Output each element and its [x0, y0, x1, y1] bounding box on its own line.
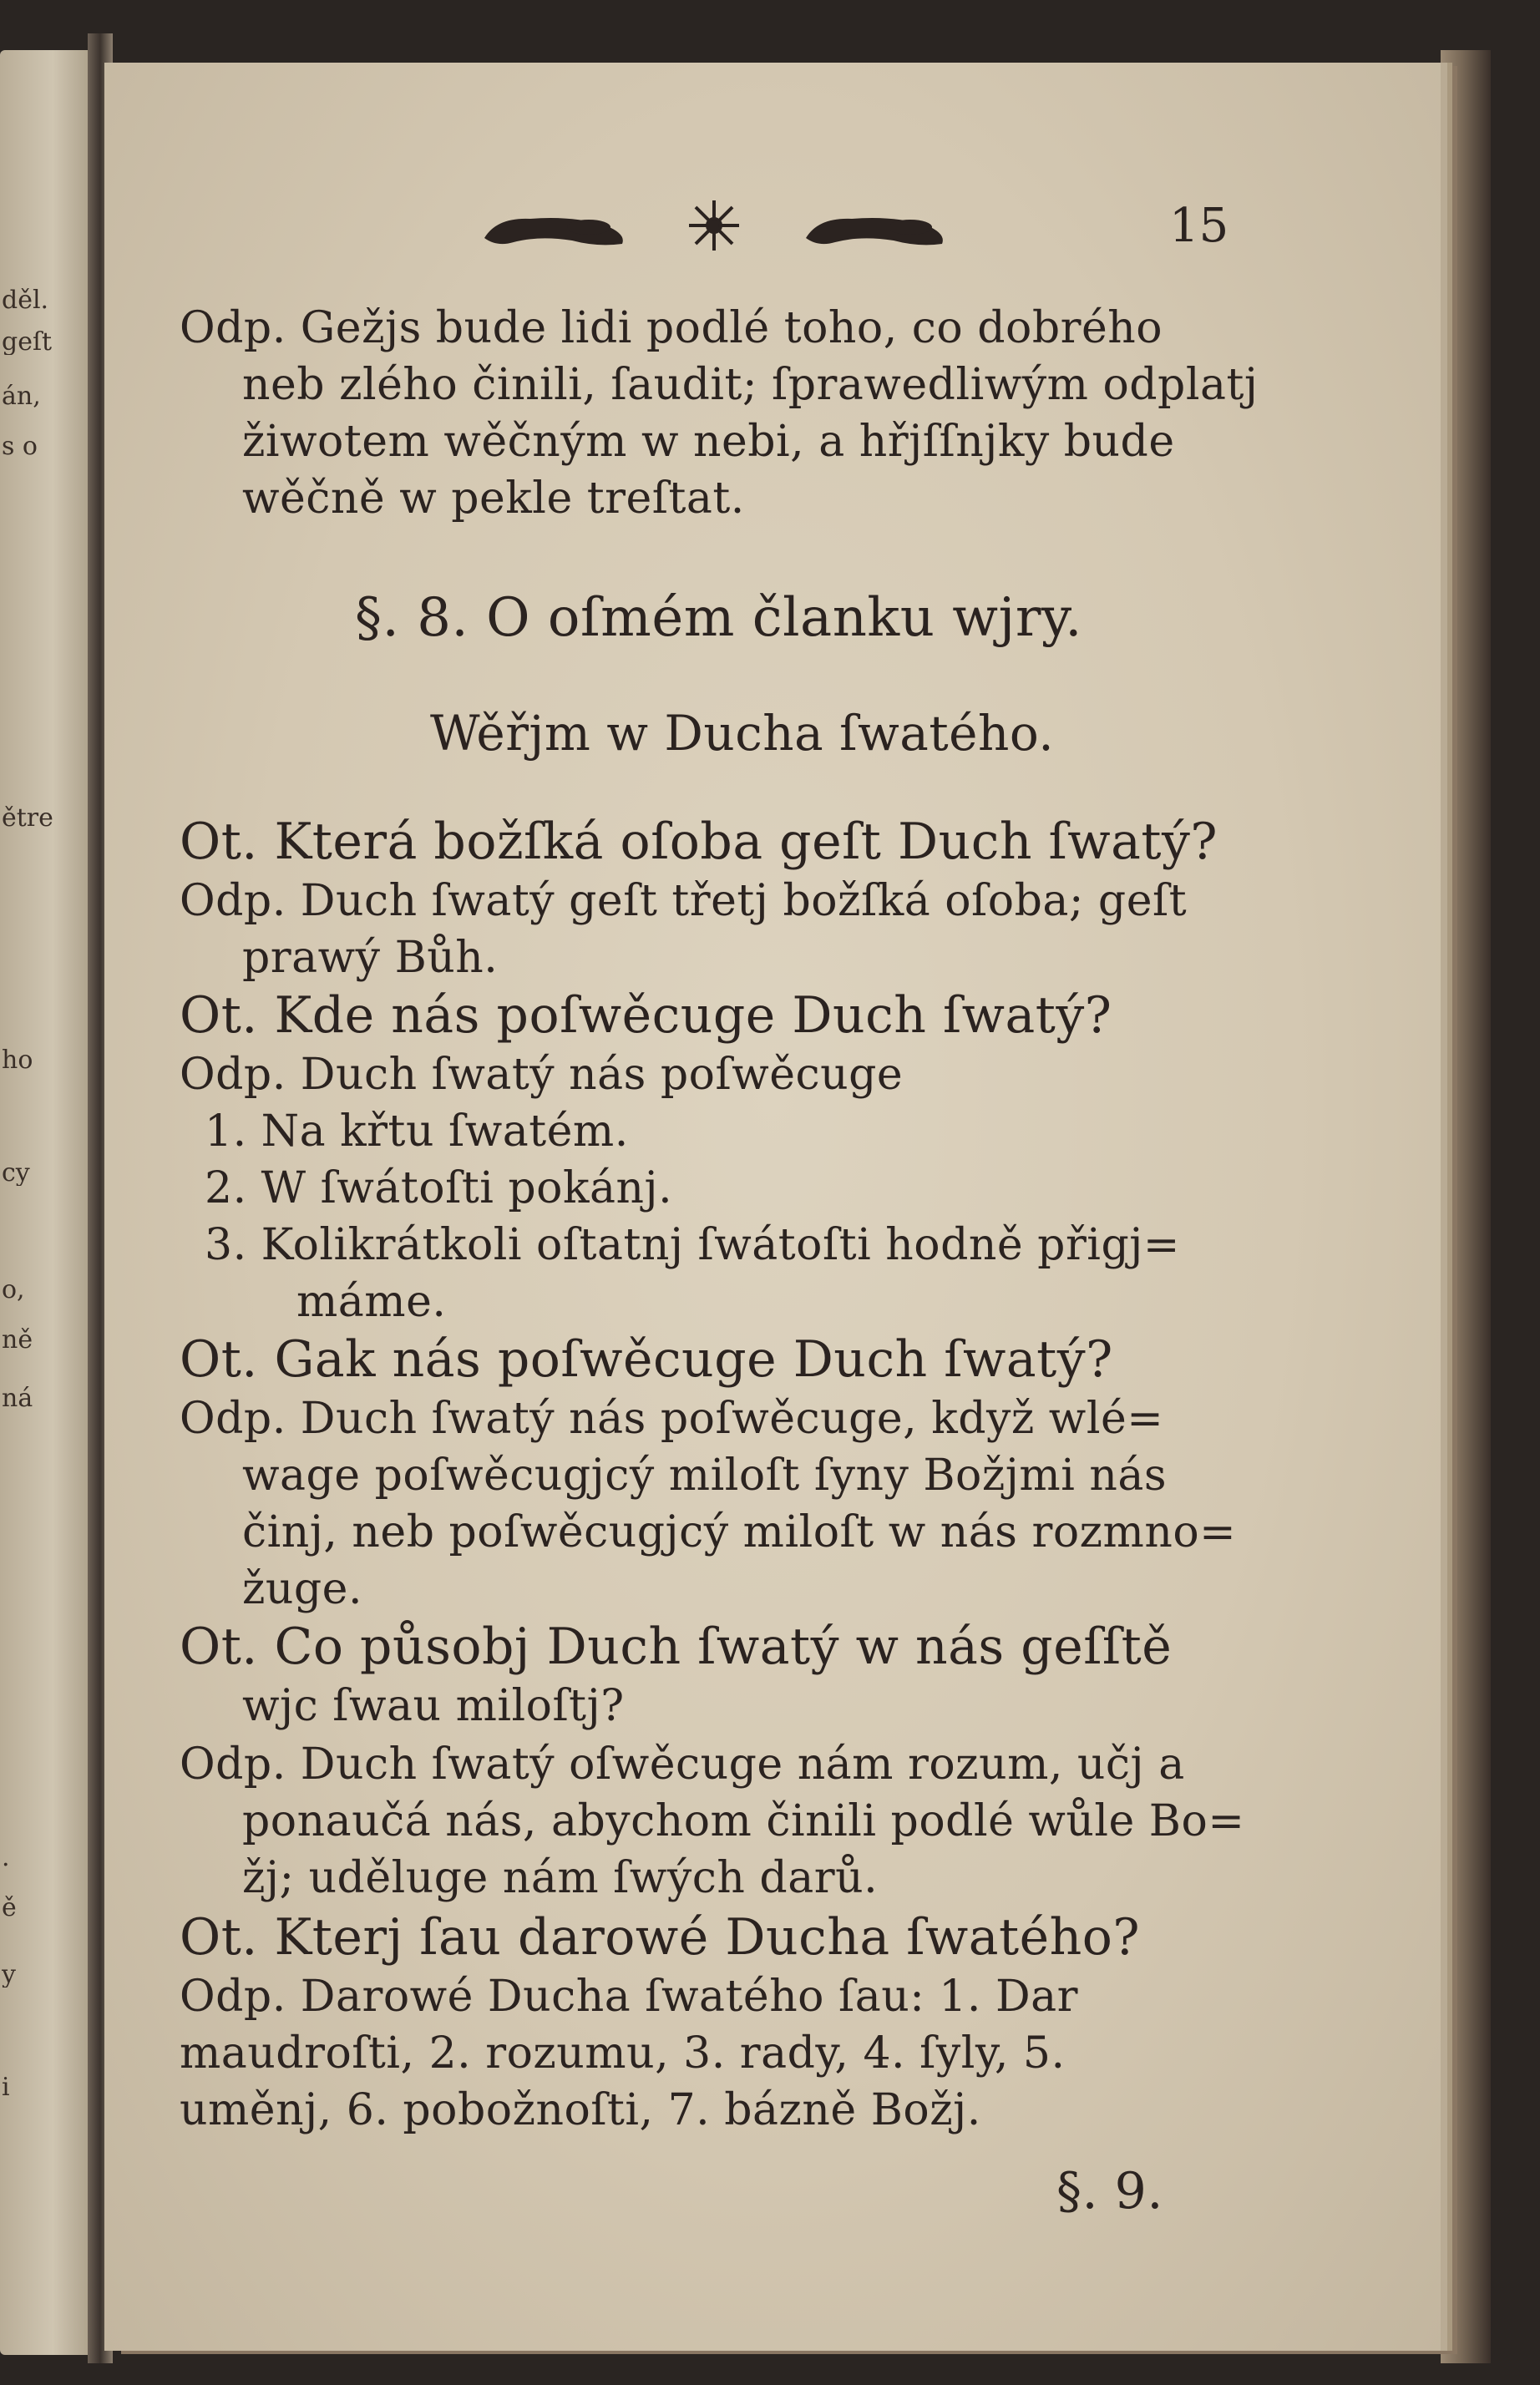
- question-line: Ot. Co působj Duch ſwatý w nás geſſtě: [180, 1618, 1173, 1676]
- prev-page-fragment: ho: [2, 1048, 33, 1073]
- text-line: wěčně w pekle treſtat.: [242, 473, 745, 524]
- right-flourish-icon: [806, 218, 943, 245]
- prev-page-fragment: .: [2, 1846, 10, 1871]
- question-line: Ot. Kterj ſau darowé Ducha ſwatého?: [180, 1908, 1141, 1967]
- page-fore-edge: [1441, 50, 1491, 2363]
- prev-page-fragment: s o: [2, 434, 38, 459]
- catchword: §. 9.: [1056, 2162, 1163, 2220]
- text-line: wage poſwěcugjcý miloſt ſyny Božjmi nás: [242, 1451, 1168, 1501]
- article-of-faith: Wěřjm w Ducha ſwatého.: [430, 705, 1055, 762]
- prev-page-fragment: geſt: [2, 330, 53, 355]
- answer-line: Odp. Duch ſwatý geſt třetj božſká oſoba; geſt: [180, 876, 1188, 926]
- answer-line: Odp. Duch ſwatý oſwěcuge nám rozum, učj a: [180, 1739, 1185, 1790]
- prev-page-fragment: ná: [2, 1386, 33, 1411]
- text-line: žj; uděluge nám ſwých darů.: [242, 1853, 879, 1903]
- text-line: wjc ſwau miloſtj?: [242, 1681, 625, 1731]
- prev-page-fragment: y: [2, 1962, 16, 1988]
- text-line: činj, neb poſwěcugjcý miloſt w nás rozmno=: [242, 1507, 1237, 1557]
- section-heading: §. 8. O oſmém članku wjry.: [355, 587, 1082, 649]
- answer-line: Odp. Duch ſwatý nás poſwěcuge, když wlé=: [180, 1394, 1164, 1444]
- answer-line: Odp. Darowé Ducha ſwatého ſau: 1. Dar: [180, 1972, 1078, 2022]
- previous-page-edge: [0, 50, 96, 2355]
- prev-page-fragment: ětre: [2, 806, 53, 831]
- list-item: 3. Kolikrátkoli oſtatnj ſwátoſti hodně přigj=: [205, 1220, 1180, 1270]
- question-line: Ot. Která božſká oſoba geſt Duch ſwatý?: [180, 813, 1218, 871]
- text-line: ponaučá nás, abychom činili podlé wůle Bo=: [242, 1796, 1245, 1846]
- prev-page-fragment: o,: [2, 1278, 25, 1303]
- answer-line: Odp. Duch ſwatý nás poſwěcuge: [180, 1050, 904, 1100]
- question-line: Ot. Gak nás poſwěcuge Duch ſwatý?: [180, 1330, 1113, 1389]
- list-item: 2. W ſwátoſti pokánj.: [205, 1163, 673, 1213]
- decorative-ornament: [480, 192, 948, 259]
- text-line: uměnj, 6. pobožnoſti, 7. bázně Božj.: [180, 2085, 981, 2135]
- text-line: neb zlého činili, ſaudit; ſprawedliwým odplatj: [242, 360, 1259, 410]
- prev-page-fragment: i: [2, 2075, 10, 2100]
- prev-page-fragment: án,: [2, 384, 41, 409]
- text-line: žiwotem wěčným w nebi, a hřjſſnjky bude: [242, 417, 1175, 467]
- prev-page-fragment: ně: [2, 1328, 33, 1353]
- text-line: žuge.: [242, 1564, 362, 1614]
- question-line: Ot. Kde nás poſwěcuge Duch ſwatý?: [180, 986, 1112, 1045]
- star-ornament-icon: [689, 200, 739, 251]
- prev-page-fragment: děl.: [2, 288, 49, 313]
- prev-page-fragment: cy: [2, 1161, 30, 1186]
- text-line: maudroſti, 2. rozumu, 3. rady, 4. ſyly, 5.: [180, 2028, 1066, 2079]
- text-line: prawý Bůh.: [242, 933, 499, 983]
- text-line: máme.: [296, 1277, 447, 1327]
- list-item: 1. Na křtu ſwatém.: [205, 1106, 629, 1157]
- left-flourish-icon: [484, 218, 623, 245]
- answer-line: Odp. Gežjs bude lidi podlé toho, co dobrého: [180, 303, 1163, 353]
- page-number: 15: [1169, 199, 1229, 253]
- prev-page-fragment: ě: [2, 1896, 17, 1921]
